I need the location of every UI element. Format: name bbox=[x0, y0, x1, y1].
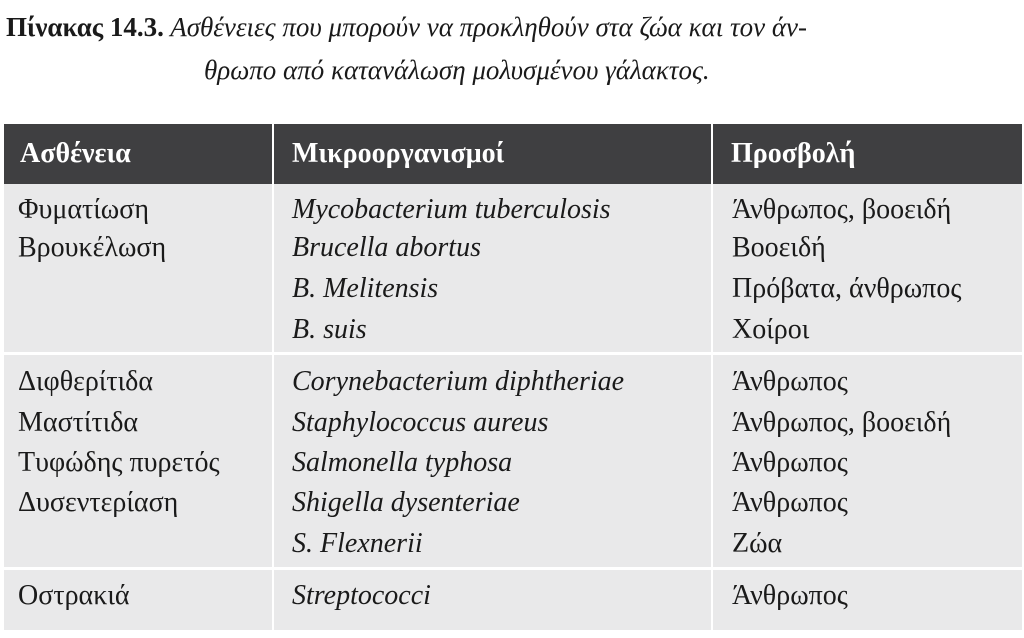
cell-organism: Mycobacterium tuberculosis bbox=[292, 194, 611, 225]
cell-host: Πρόβατα, άνθρωπος bbox=[732, 273, 962, 304]
cell-organism: Staphylococcus aureus bbox=[292, 407, 549, 438]
data-table bbox=[4, 124, 1022, 630]
cell-host: Ζώα bbox=[732, 528, 783, 559]
caption-label: Πίνακας 14.3. bbox=[6, 12, 164, 42]
cell-disease: Τυφώδης πυρετός bbox=[18, 447, 220, 478]
group-divider bbox=[4, 352, 1022, 355]
cell-disease: Διφθερίτιδα bbox=[18, 366, 154, 397]
cell-host: Άνθρωπος, βοοειδή bbox=[732, 194, 952, 225]
cell-organism: Shigella dysenteriae bbox=[292, 487, 520, 518]
header-organisms: Μικροοργανισμοί bbox=[292, 138, 505, 169]
cell-host: Άνθρωπος bbox=[732, 366, 848, 397]
cell-organism: Salmonella typhosa bbox=[292, 447, 513, 478]
table-caption bbox=[6, 8, 1022, 85]
cell-organism: S. Flexnerii bbox=[292, 528, 423, 559]
cell-organism: B. suis bbox=[292, 314, 367, 345]
cell-host: Άνθρωπος bbox=[732, 447, 848, 478]
caption-text-line2: θρωπο από κατανάλωση μολυσμένου γάλακτος. bbox=[204, 55, 710, 85]
table-header-row bbox=[4, 124, 1022, 184]
cell-host: Άνθρωπος, βοοειδή bbox=[732, 407, 952, 438]
cell-host: Βοοειδή bbox=[732, 232, 826, 263]
cell-disease: Φυματίωση bbox=[18, 194, 149, 225]
cell-disease: Μαστίτιδα bbox=[18, 407, 139, 438]
cell-host: Χοίροι bbox=[732, 314, 810, 345]
cell-disease: Δυσεντερίαση bbox=[18, 487, 179, 518]
cell-organism: B. Melitensis bbox=[292, 273, 439, 304]
column-divider bbox=[711, 124, 713, 630]
caption-text-line1: Ασθένειες που μπορούν να προκληθούν στα ζώα και τον άν- bbox=[163, 12, 808, 42]
cell-organism: Streptococci bbox=[292, 580, 431, 611]
column-divider bbox=[272, 124, 274, 630]
cell-host: Άνθρωπος bbox=[732, 487, 848, 518]
cell-disease: Βρουκέλωση bbox=[18, 232, 167, 263]
cell-organism: Corynebacterium diphtheriae bbox=[292, 366, 625, 397]
header-host: Προσβολή bbox=[731, 138, 856, 169]
cell-organism: Brucella abortus bbox=[292, 232, 481, 263]
header-disease: Ασθένεια bbox=[20, 138, 131, 169]
cell-disease: Οστρακιά bbox=[18, 580, 130, 611]
group-divider bbox=[4, 567, 1022, 570]
cell-host: Άνθρωπος bbox=[732, 580, 848, 611]
